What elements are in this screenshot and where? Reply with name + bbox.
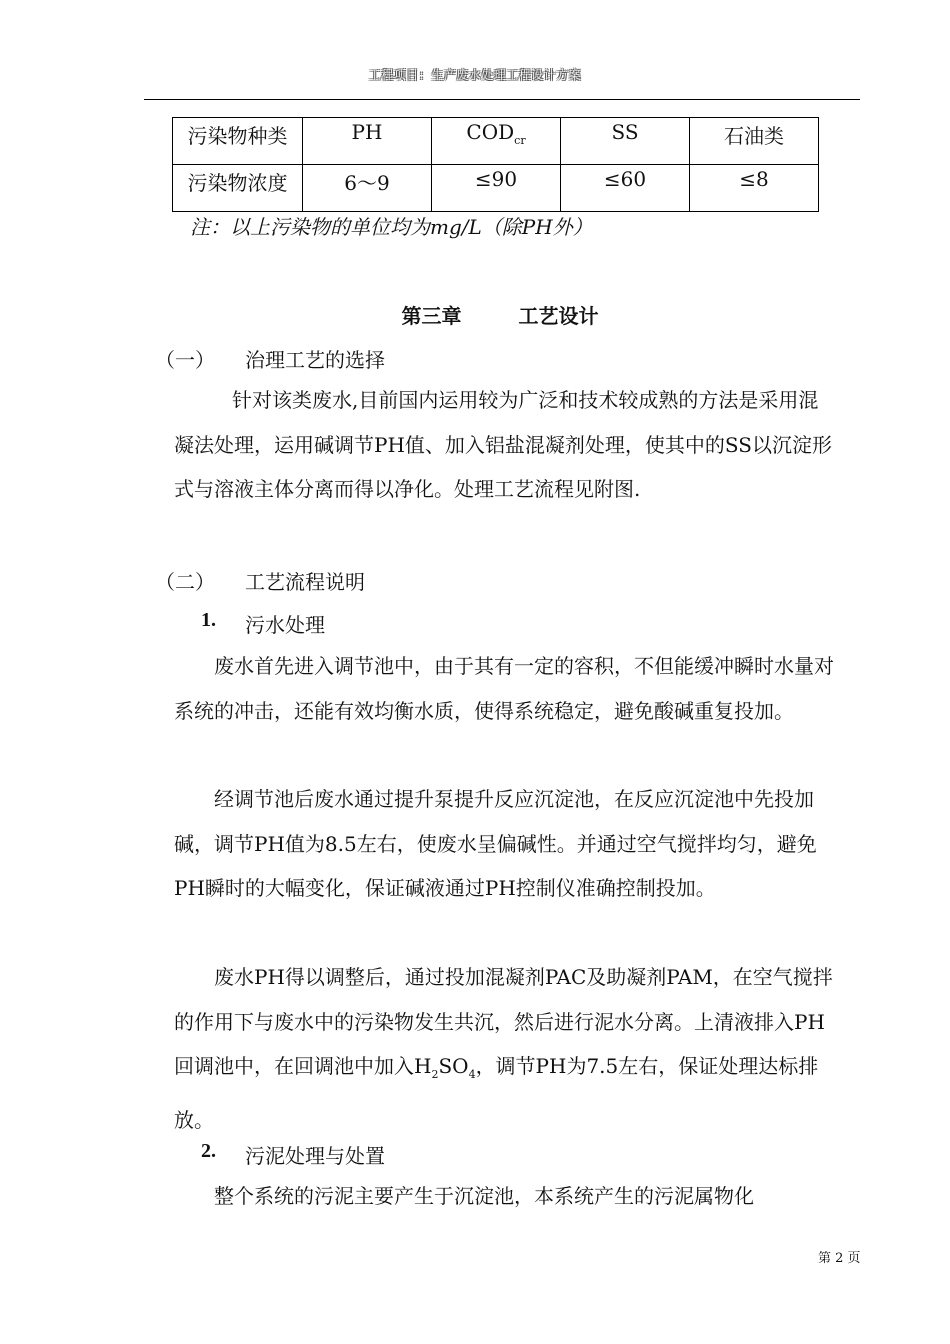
table-cell: 6～9 (303, 165, 432, 212)
paragraph-text: ，调节PH为7.5左右，保证处理达标排放。 (174, 1054, 819, 1132)
table-cell: 石油类 (690, 118, 819, 165)
subscript: 4 (468, 1068, 476, 1081)
table-cell: PH (303, 118, 432, 165)
header-rule (144, 99, 860, 100)
table-cell: ≤60 (561, 165, 690, 212)
cod-subscript: cr (514, 134, 526, 147)
section-title: 治理工艺的选择 (245, 348, 385, 372)
table-row (173, 118, 819, 165)
paragraph: 废水首先进入调节池中，由于其有一定的容积，不但能缓冲瞬时水量对系统的冲击，还能有效均衡水质，使得系统稳定，避免酸碱重复投加。 (174, 654, 834, 723)
section-label: （一） (155, 348, 215, 372)
subsection-number: 1. (201, 609, 216, 631)
subsection-number: 2. (201, 1140, 216, 1162)
subsection-title: 污泥处理与处置 (245, 1144, 385, 1168)
subscript: 2 (431, 1068, 439, 1081)
page-number: 第 2 页 (818, 1251, 861, 1266)
page-header: 工程项目：生产废水处理工程设计方案 (368, 68, 582, 82)
paragraph: 整个系统的污泥主要产生于沉淀池，本系统产生的污泥属物化 (214, 1184, 754, 1208)
paragraph (174, 955, 834, 1142)
table-cell: 污染物种类 (173, 118, 303, 165)
table-cell: ≤90 (432, 165, 561, 212)
section-title: 工艺流程说明 (245, 570, 365, 594)
table-row (173, 165, 819, 212)
chapter-title: 第三章 工艺设计 (401, 304, 599, 328)
paragraph: 针对该类废水,目前国内运用较为广泛和技术较成熟的方法是采用混凝法处理，运用碱调节PH值、加入铝盐混凝剂处理，使其中的SS以沉淀形式与溶液主体分离而得以净化。处理工艺流程见附图. (174, 388, 832, 501)
table-cell: 污染物浓度 (173, 165, 303, 212)
paragraph: 经调节池后废水通过提升泵提升反应沉淀池，在反应沉淀池中先投加碱，调节PH值为8.5左右，使废水呈偏碱性。并通过空气搅拌均匀，避免PH瞬时的大幅变化，保证碱液通过PH控制仪准确控制投加。 (174, 787, 817, 900)
cod-label: COD (466, 120, 515, 144)
pollutant-table (172, 117, 819, 212)
table-cell: ≤8 (690, 165, 819, 212)
table-cell (432, 118, 561, 165)
section-label: （二） (155, 570, 215, 594)
paragraph-text: 废水PH得以调整后，通过投加混凝剂PAC及助凝剂PAM，在空气搅拌的作用下与废水中的污染物发生共沉，然后进行泥水分离。上清液排入PH回调池中，在回调池中加入H (174, 965, 833, 1078)
table-cell: SS (561, 118, 690, 165)
table-note: 注：以上污染物的单位均为mg/L（除PH外） (190, 215, 593, 239)
subsection-title: 污水处理 (245, 613, 325, 637)
paragraph-text: SO (438, 1054, 469, 1078)
